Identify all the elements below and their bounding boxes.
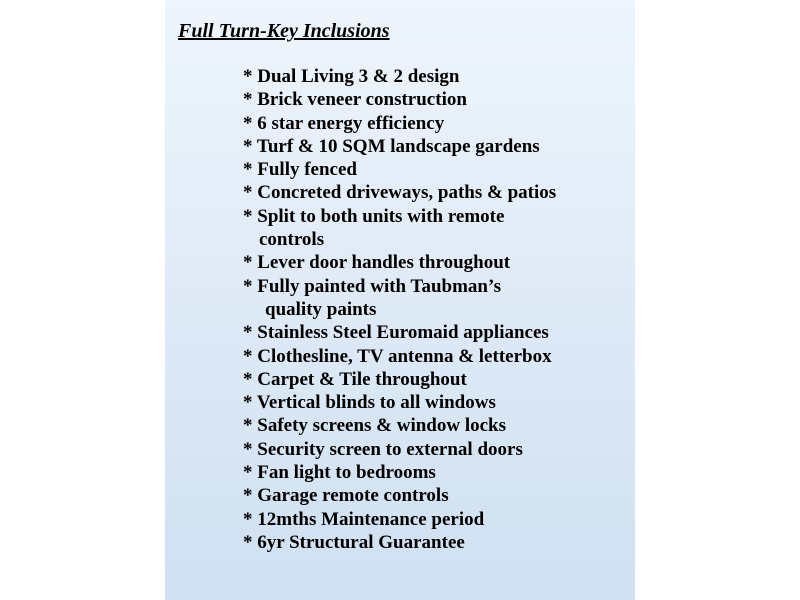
- list-item: * Fully fenced: [243, 159, 357, 181]
- list-item: * Vertical blinds to all windows: [243, 392, 496, 414]
- list-item: * Security screen to external doors: [243, 438, 523, 460]
- list-item: * Fully painted with Taubman’s: [243, 275, 501, 297]
- list-item-continuation: controls: [259, 229, 325, 251]
- list-item: * Stainless Steel Euromaid appliances: [243, 322, 549, 344]
- list-item: * 6 star energy efficiency: [243, 112, 445, 134]
- list-item: * Brick veneer construction: [243, 89, 467, 111]
- list-item: * Safety screens & window locks: [243, 415, 507, 437]
- list-item: * Dual Living 3 & 2 design: [243, 66, 460, 87]
- list-item: * 12mths Maintenance period: [243, 508, 485, 530]
- list-item: * Fan light to bedrooms: [243, 462, 436, 484]
- list-item: * 6yr Structural Guarantee: [243, 531, 465, 553]
- list-item-continuation: quality paints: [265, 298, 377, 320]
- list-item: * Split to both units with remote: [243, 205, 505, 227]
- inclusions-list: [243, 65, 556, 554]
- list-item: * Turf & 10 SQM landscape gardens: [243, 135, 540, 157]
- list-item: * Lever door handles throughout: [243, 252, 511, 274]
- list-item: * Garage remote controls: [243, 485, 449, 507]
- page-title: Full Turn-Key Inclusions: [178, 20, 390, 42]
- list-item: * Concreted driveways, paths & patios: [243, 182, 557, 204]
- list-item: * Carpet & Tile throughout: [243, 368, 467, 390]
- list-item: * Clothesline, TV antenna & letterbox: [243, 345, 552, 367]
